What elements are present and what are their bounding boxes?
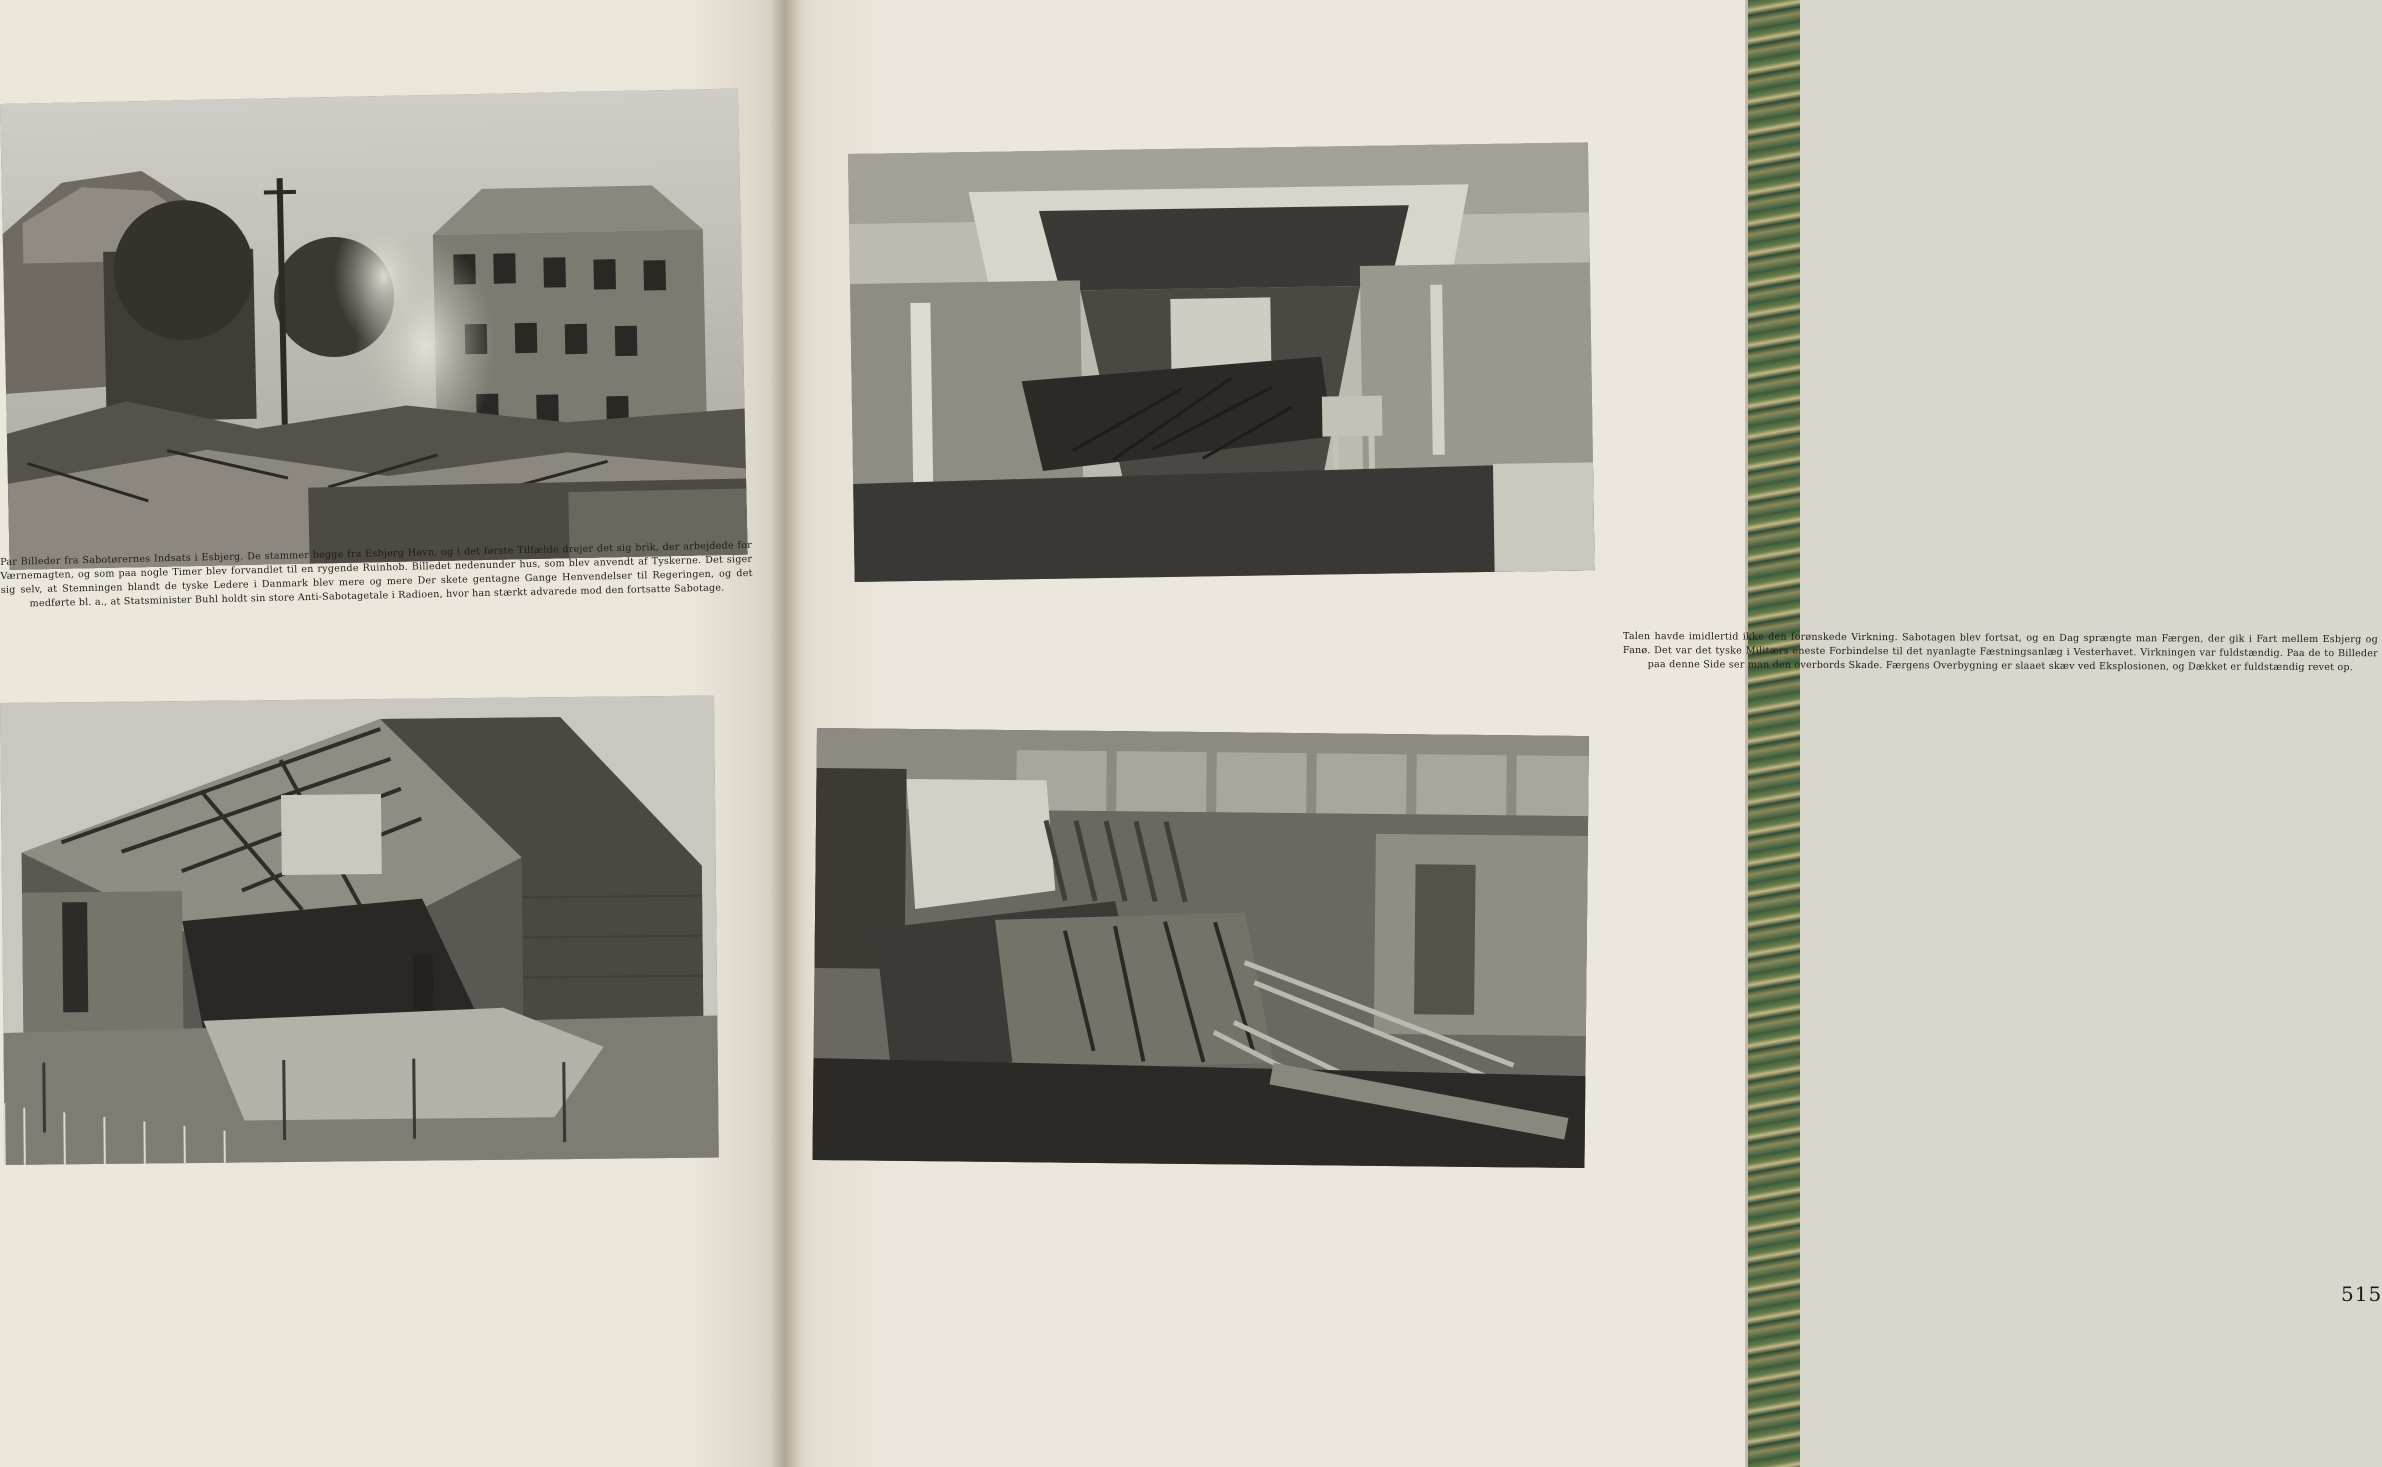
right-page	[785, 0, 2382, 1467]
page-number: 515	[2341, 1282, 2382, 1306]
photo-ferry-wreckage	[812, 728, 1588, 1168]
photo-ferry-deck	[848, 142, 1595, 582]
book-gutter	[770, 0, 800, 1467]
book-cover-edge	[1745, 0, 1800, 1467]
left-caption: Par Billeder fra Sabotørernes Indsats i Esbjerg. De stammer begge fra Esbjerg Havn, og i det første Tilfælde drejer det sig brik, der arbejdede for Værnemagten, og som paa nogle Timer blev forvandlet til en rygende Ruinhob. Billedet nedenunder hus, som blev anvendt af Tyskerne. Det siger sig selv, at Stemningen blandt de tyske Ledere i Danmark blev mere og mere Der skete gentagne Gange Henvendelser til Regeringen, og det medførte bl. a., at Statsminister Buhl holdt sin store Anti-Sabotagetale i Radioen, hvor han stærkt advarede mod den fortsatte Sabotage.	[0, 539, 753, 610]
right-caption: Talen havde imidlertid ikke den forønskede Virkning. Sabotagen blev fortsat, og en Dag sprængte man Færgen, der gik i Fart mellem Esbjerg og Fanø. Det var det tyske Militærs eneste Forbindelse til det nyanlagte Fæstningsanlæg i Vesterhavet. Virkningen var fuldstændig. Paa de to Billeder paa denne Side ser man den overbords Skade. Færgens Overbygning er slaaet skæv ved Eksplosionen, og Dækket er fuldstændig revet op.	[1622, 631, 2378, 674]
photo-bombed-houses	[0, 89, 748, 570]
photo-damaged-house	[0, 696, 719, 1165]
left-page	[0, 0, 785, 1467]
